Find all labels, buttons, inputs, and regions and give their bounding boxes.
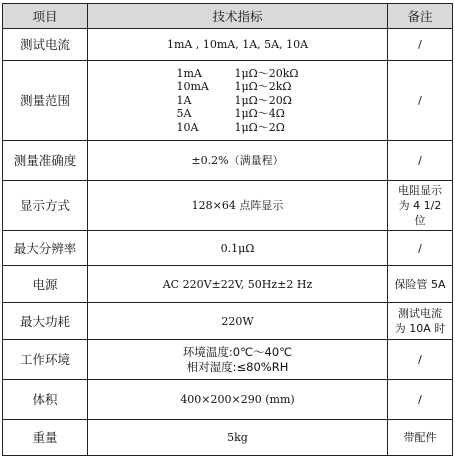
row-item: 重量 bbox=[3, 420, 88, 456]
row-item: 测量准确度 bbox=[3, 141, 88, 181]
range-list bbox=[176, 67, 298, 135]
row-item: 显示方式 bbox=[3, 181, 88, 231]
row-note: / bbox=[388, 29, 453, 61]
header-spec: 技术指标 bbox=[88, 4, 388, 29]
table-row bbox=[3, 29, 453, 61]
row-item: 测试电流 bbox=[3, 29, 88, 61]
table-row bbox=[3, 303, 453, 340]
row-spec: 400×200×290 (mm) bbox=[88, 380, 388, 420]
row-note: 带配件 bbox=[388, 420, 453, 456]
row-item: 测量范围 bbox=[3, 61, 88, 141]
row-note: / bbox=[388, 61, 453, 141]
row-note bbox=[388, 181, 453, 231]
row-note: / bbox=[388, 141, 453, 181]
row-item: 电源 bbox=[3, 266, 88, 303]
range-cell bbox=[88, 61, 388, 141]
table-row bbox=[3, 266, 453, 303]
range-value: 1μΩ～4Ω bbox=[234, 107, 285, 120]
note-line: 为 10A 时 bbox=[394, 322, 446, 335]
env-line: 相对湿度:≤80%RH bbox=[186, 359, 289, 374]
row-item: 体积 bbox=[3, 380, 88, 420]
row-note: / bbox=[388, 231, 453, 266]
range-row bbox=[176, 94, 298, 108]
range-value: 1μΩ～20Ω bbox=[234, 93, 292, 107]
header-row bbox=[3, 4, 453, 29]
note-line: 位 bbox=[414, 214, 426, 227]
range-row bbox=[176, 80, 298, 94]
spec-table bbox=[2, 3, 453, 456]
range-value: 1μΩ～2kΩ bbox=[234, 80, 292, 93]
header-item: 项目 bbox=[3, 4, 88, 29]
table-row bbox=[3, 420, 453, 456]
note-line: 电阻显示 bbox=[398, 184, 442, 197]
range-current: 1A bbox=[176, 93, 192, 107]
row-spec: 128×64 点阵显示 bbox=[88, 181, 388, 231]
range-current: 10mA bbox=[176, 80, 209, 93]
note-line: 为 4 1/2 bbox=[398, 199, 442, 212]
range-current: 5A bbox=[176, 107, 192, 120]
row-item: 工作环境 bbox=[3, 340, 88, 380]
env-cell bbox=[88, 340, 388, 380]
range-row bbox=[176, 67, 298, 81]
row-spec: 0.1μΩ bbox=[88, 231, 388, 266]
range-row bbox=[176, 121, 298, 135]
range-current: 10A bbox=[176, 120, 199, 134]
table-row bbox=[3, 380, 453, 420]
row-spec: ±0.2%（满量程） bbox=[88, 141, 388, 181]
row-note: 保险管 5A bbox=[388, 266, 453, 303]
row-item: 最大功耗 bbox=[3, 303, 88, 340]
row-note: / bbox=[388, 380, 453, 420]
row-note bbox=[388, 303, 453, 340]
range-current: 1mA bbox=[176, 66, 202, 80]
row-spec: 1mA , 10mA, 1A, 5A, 10A bbox=[88, 29, 388, 61]
table-row bbox=[3, 340, 453, 380]
row-note: / bbox=[388, 340, 453, 380]
table-row bbox=[3, 61, 453, 141]
header-note: 备注 bbox=[388, 4, 453, 29]
row-item: 最大分辨率 bbox=[3, 231, 88, 266]
row-spec: 220W bbox=[88, 303, 388, 340]
table-row bbox=[3, 141, 453, 181]
table-row bbox=[3, 231, 453, 266]
note-line: 测试电流 bbox=[398, 307, 442, 320]
range-row bbox=[176, 107, 298, 121]
table-row bbox=[3, 181, 453, 231]
row-spec: 5kg bbox=[88, 420, 388, 456]
row-spec: AC 220V±22V, 50Hz±2 Hz bbox=[88, 266, 388, 303]
range-value: 1μΩ～20kΩ bbox=[234, 66, 299, 80]
range-value: 1μΩ～2Ω bbox=[234, 120, 285, 134]
env-line: 环境温度:0℃～40℃ bbox=[182, 344, 293, 359]
